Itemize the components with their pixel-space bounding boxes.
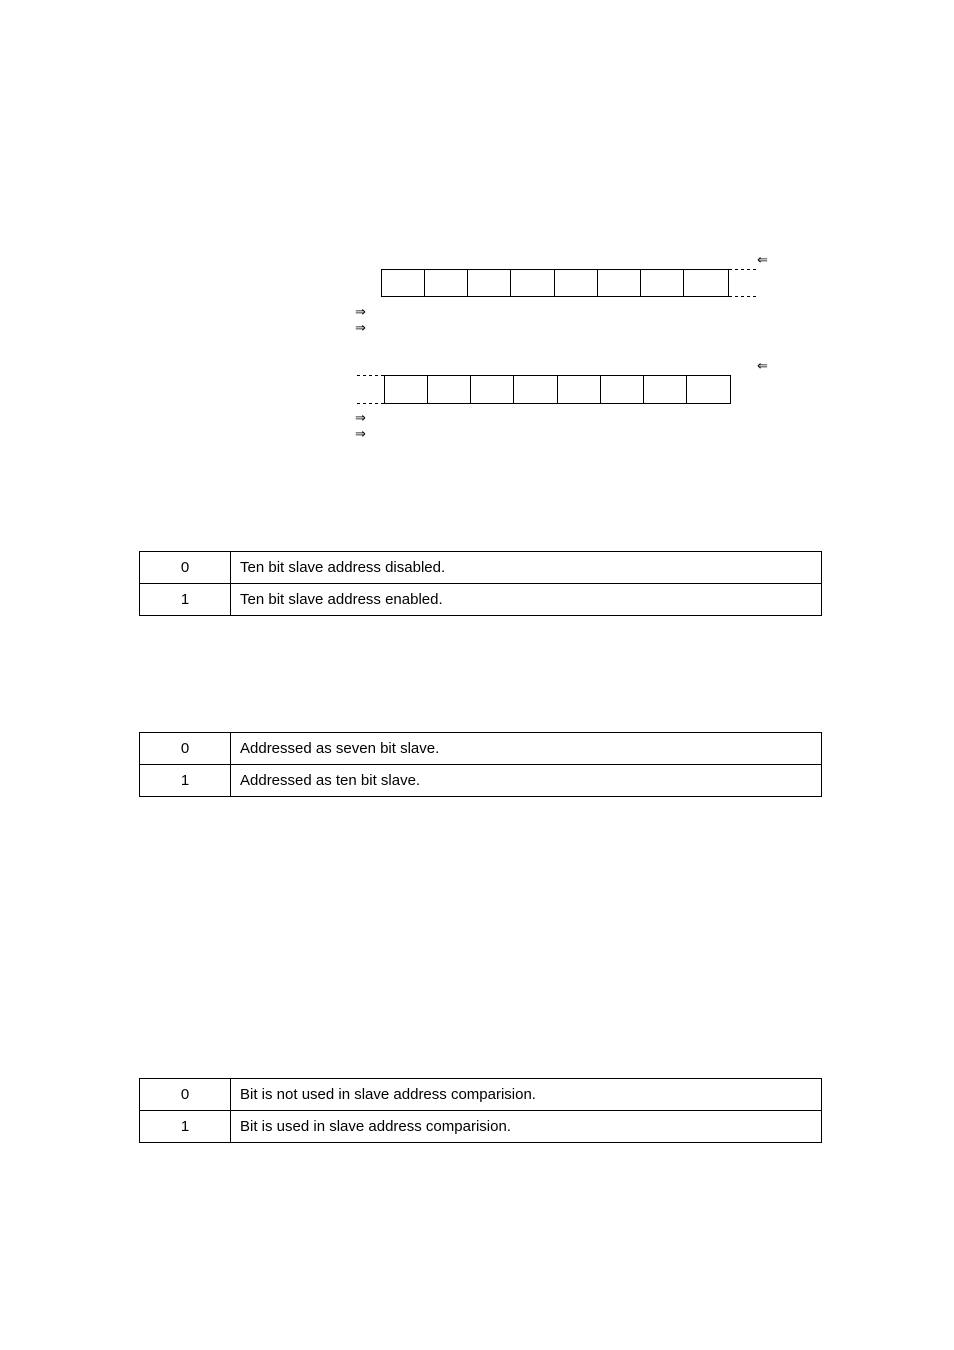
bit-cell (687, 376, 731, 404)
bit-description: Bit is used in slave address comparision. (231, 1111, 822, 1143)
right-arrow-icon: ⇒ (355, 411, 366, 426)
bit-cell (382, 270, 425, 297)
left-arrow-icon: ⇐ (757, 253, 768, 268)
bit-cell (598, 270, 641, 297)
bit-description: Addressed as seven bit slave. (231, 733, 822, 765)
bit-description: Ten bit slave address enabled. (231, 584, 822, 616)
bit-description: Bit is not used in slave address comparision. (231, 1079, 822, 1111)
bit-value: 1 (140, 1111, 231, 1143)
bit-description: Addressed as ten bit slave. (231, 765, 822, 797)
bit-cell (425, 270, 468, 297)
right-arrow-icon: ⇒ (355, 427, 366, 442)
table-row (140, 552, 822, 584)
bit-cell (468, 270, 511, 297)
register-row-2 (357, 376, 731, 404)
register-diagram-svg (0, 0, 954, 460)
left-arrow-icon: ⇐ (757, 359, 768, 374)
bit-cell (555, 270, 598, 297)
bit-value: 0 (140, 1079, 231, 1111)
bit-cell (641, 270, 684, 297)
register-diagram (0, 0, 954, 460)
table-row (140, 584, 822, 616)
bit-value: 0 (140, 733, 231, 765)
bit-cell (644, 376, 687, 404)
bit-cell (684, 270, 729, 297)
ten-bit-enable-table (139, 551, 822, 616)
table-row (140, 1111, 822, 1143)
bit-value: 1 (140, 765, 231, 797)
address-mask-table (139, 1078, 822, 1143)
addressing-mode-table (139, 732, 822, 797)
bit-cell (428, 376, 471, 404)
bit-value: 0 (140, 552, 231, 584)
bit-cell (385, 376, 428, 404)
right-arrow-icon: ⇒ (355, 305, 366, 320)
table-row (140, 733, 822, 765)
register-row-1 (382, 270, 758, 297)
bit-value: 1 (140, 584, 231, 616)
bit-cell (601, 376, 644, 404)
bit-description: Ten bit slave address disabled. (231, 552, 822, 584)
table-row (140, 1079, 822, 1111)
bit-cell (471, 376, 514, 404)
right-arrow-icon: ⇒ (355, 321, 366, 336)
bit-cell (514, 376, 558, 404)
table-row (140, 765, 822, 797)
bit-cell (558, 376, 601, 404)
bit-cell (511, 270, 555, 297)
